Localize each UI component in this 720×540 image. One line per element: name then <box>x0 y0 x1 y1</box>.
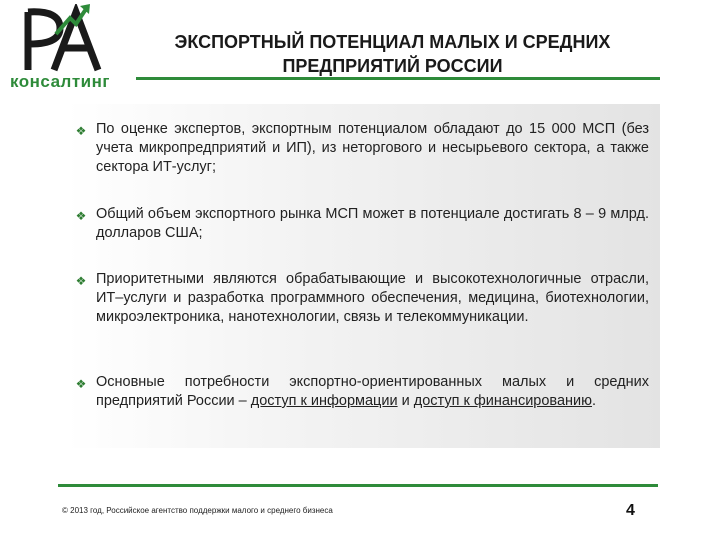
diamond-bullet-icon: ❖ <box>75 274 87 288</box>
finance-access-link: доступ к финансированию <box>413 393 593 409</box>
bullet-text: По оценке экспертов, экспортным потенциалом обладают до 15 000 МСП (без учета микропредприятий и ИП), из неторгового и несырьевого сектора, а также сектора ИТ-услуг; <box>96 121 649 175</box>
bullet-text-end: . <box>592 393 597 409</box>
company-logo <box>6 4 126 90</box>
diamond-bullet-icon: ❖ <box>75 124 87 138</box>
footer-divider <box>58 484 658 487</box>
footer-copyright: © 2013 год, Российское агентство поддержки малого и среднего бизнеса <box>62 506 333 515</box>
bullet-text-joint: и <box>397 393 414 409</box>
bullet-text <box>96 373 649 411</box>
content-panel <box>66 104 660 448</box>
page-number: 4 <box>626 502 635 519</box>
diamond-bullet-icon: ❖ <box>75 377 87 391</box>
info-access-link: доступ к информации <box>250 393 398 409</box>
title-divider <box>136 77 660 80</box>
logo-wordmark: консалтинг <box>10 72 110 91</box>
diamond-bullet-icon: ❖ <box>75 209 87 223</box>
page-title-line-1: ЭКСПОРТНЫЙ ПОТЕНЦИАЛ МАЛЫХ И СРЕДНИХ <box>174 32 611 52</box>
ra-logo-mark-icon <box>20 4 110 72</box>
page-title-line-2: ПРЕДПРИЯТИЙ РОССИИ <box>282 56 503 76</box>
bullet-text: Приоритетными являются обрабатывающие и высокотехнологичные отрасли, ИТ–услуги и разработка программного обеспечения, медицина, биотехнологии, микроэлектроника, нанотехнологии, связь и телекоммуникации. <box>96 271 649 325</box>
bullet-text: Общий объем экспортного рынка МСП может в потенциале достигать 8 – 9 млрд. долларов США; <box>96 206 649 241</box>
page-title <box>140 30 645 78</box>
bullet-text-lead: Основные потребности экспортно-ориентированных малых и средних предприятий России – <box>96 374 649 409</box>
